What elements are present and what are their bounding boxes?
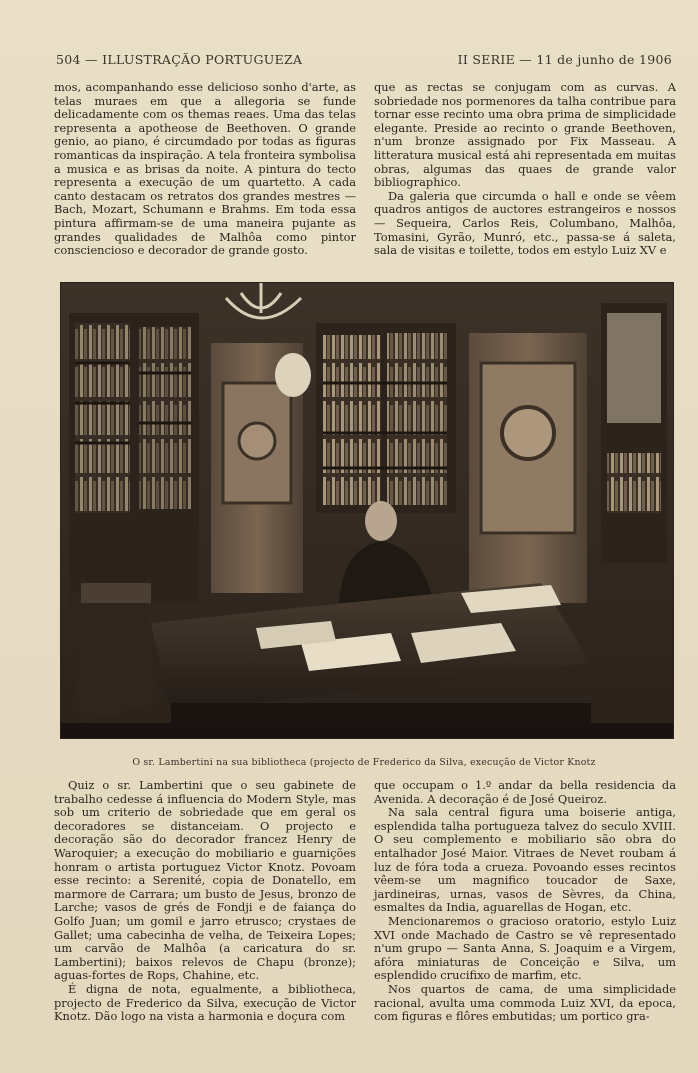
header-title: 504 — ILLUSTRAÇÃO PORTUGUEZA bbox=[56, 52, 303, 67]
paragraph: Nos quartos de cama, de uma simplicidade racional, avulta uma commoda Luiz XVI, da epoca, com figuras e flôres embutidas; um portico gra- bbox=[374, 981, 676, 1024]
page-header bbox=[56, 52, 672, 70]
text-column-bottom-left bbox=[54, 779, 356, 1024]
paragraph: Mencionaremos o gracioso oratorio, estylo Luiz XVI onde Machado de Castro se vê representado n'um grupo — Santa Anna, S. Joaquim e a Virgem, afóra miniaturas de Conceição e Silva, um esplendido crucifixo de marfim, etc. bbox=[374, 913, 676, 983]
paragraph: que occupam o 1.º andar da bella residencia da Avenida. A decoração é de José Queiroz. bbox=[374, 778, 676, 806]
text-column-top-right bbox=[374, 81, 676, 258]
paragraph: Da galeria que circumda o hall e onde se vêem quadros antigos de auctores estrangeiros e nossos — Sequeira, Carlos Reis, Columbano, Malhôa, Tomasini, Gyrão, Munró, etc., passa-se á saleta, sala de visitas e toilette, todos em estylo Luiz XV e bbox=[374, 188, 676, 258]
library-photograph bbox=[60, 282, 674, 739]
paragraph: Quiz o sr. Lambertini que o seu gabinete de trabalho cedesse á influencia do Modern Style, mas sob um criterio de sobriedade que em geral os decoradores se distanceiam. O projecto e decoração são do decorador francez Henry de Waroquier; a execução do mobiliario e guarnições honram o artista portuguez Victor Knotz. Povoam esse recinto: a Serenité, copia de Donatello, em marmore de Carrara; um busto de Jesus, bronzo de Larche; vasos de grés de Fondji e de faiança do Golfo Juan; um gomil e jarro etrusco; crystaes de Gallet; uma cabecinha de velha, de Teixeira Lopes; um carvão de Malhôa (a caricatura do sr. Lambertini); baixos relevos de Chapu (bronze); aguas-fortes de Rops, Chahine, etc. bbox=[54, 778, 356, 983]
photo-illustration bbox=[61, 283, 673, 738]
paragraph: É digna de nota, egualmente, a bibliotheca, projecto de Frederico da Silva, execução de Victor Knotz. Dão logo na vista a harmonia e doçura com bbox=[54, 981, 356, 1024]
text-column-bottom-right bbox=[374, 779, 676, 1024]
header-date: II SERIE — 11 de junho de 1906 bbox=[457, 52, 672, 67]
paragraph: Na sala central figura uma boiserie antiga, esplendida talha portugueza talvez do seculo XVIII. O seu complemento e mobiliario são obra do entalhador José Maior. Vitraes de Nevet roubam á luz de fóra toda a crueza. Povoando esses recintos vêem-se um magnifico toucador de Saxe, jardineiras, urnas, vasos de Sèvres, da China, esmaltes da India, aguarellas de Hogan, etc. bbox=[374, 805, 676, 915]
paragraph: mos, acompanhando esse delicioso sonho d'arte, as telas muraes em que a allegoria se funde delicadamente com os themas reaes. Uma das telas representa a apotheose de Beethoven. O grande genio, ao piano, é circumdado por todas as figuras romanticas da inspiração. A tela fronteira symbolisa a musica e as brisas da noite. A pintura do tecto representa a execução de um quartetto. A cada canto destacam os retratos dos grandes mestres — Bach, Mozart, Schumann e Brahms. Em toda essa pintura affirmam-se de uma maneira pujante as grandes qualidades de Malhôa como pintor consciencioso e decorador de grande gosto. bbox=[54, 80, 356, 258]
paragraph: que as rectas se conjugam com as curvas. A sobriedade nos pormenores da talha contribue para tornar esse recinto uma obra prima de simplicidade elegante. Preside ao recinto o grande Beethoven, n'um bronze assignado por Fix Masseau. A litteratura musical está ahi representada em muitas obras, algumas das quaes de grande valor bibliographico. bbox=[374, 80, 676, 190]
text-column-top-left bbox=[54, 81, 356, 258]
photo-caption: O sr. Lambertini na sua bibliotheca (projecto de Frederico da Silva, execução de Victor Knotz bbox=[132, 757, 596, 768]
